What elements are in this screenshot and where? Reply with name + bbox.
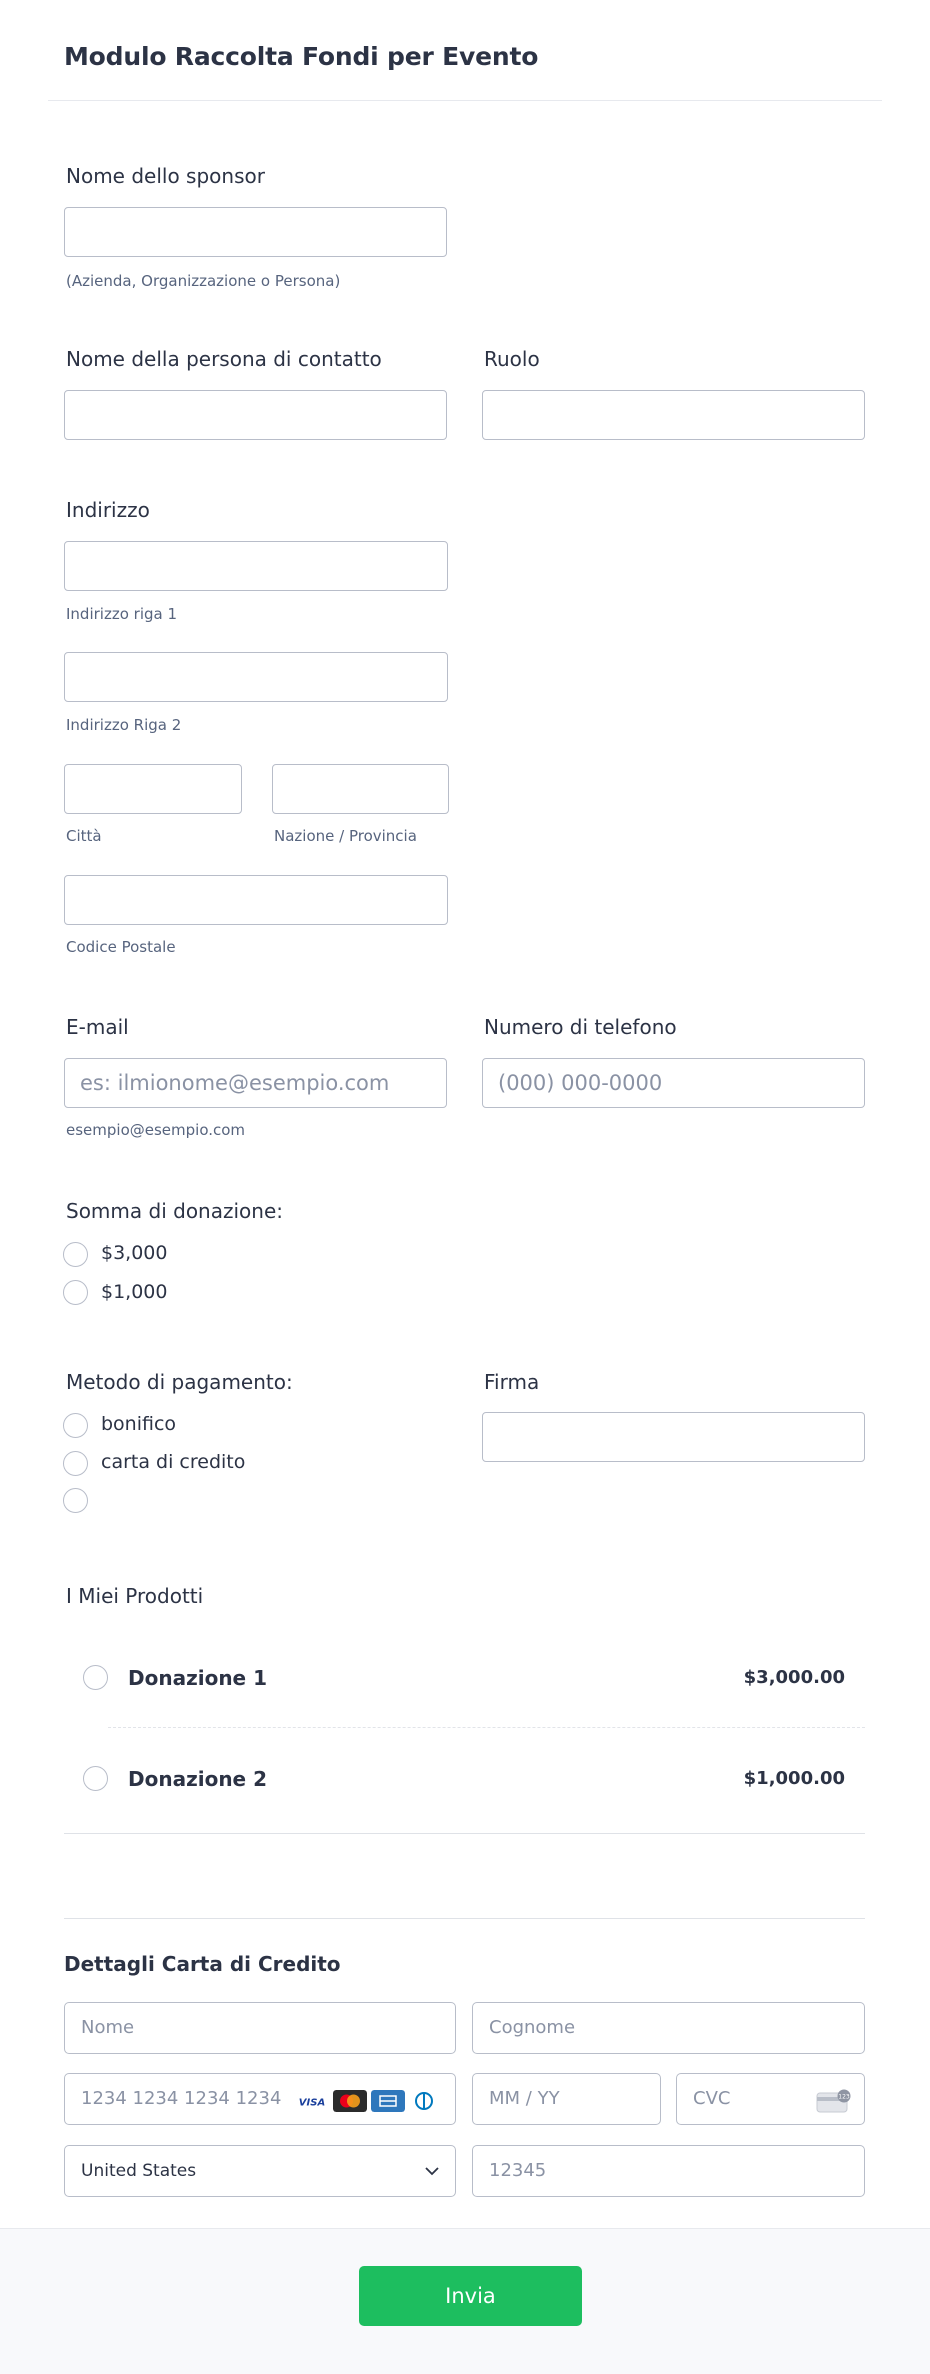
diners-icon: [409, 2090, 439, 2112]
donation-option-label[interactable]: $3,000: [101, 1242, 168, 1264]
address-line2-input[interactable]: [64, 652, 448, 702]
credit-card-divider: [64, 1918, 865, 1919]
cc-card-number-input[interactable]: [64, 2073, 456, 2125]
product-price: $3,000.00: [743, 1667, 845, 1688]
donation-amount-label: Somma di donazione:: [66, 1199, 283, 1223]
products-label: I Miei Prodotti: [66, 1584, 204, 1608]
product-radio[interactable]: [83, 1766, 108, 1791]
cc-country-select[interactable]: [64, 2145, 456, 2197]
payment-option-label[interactable]: carta di credito: [101, 1451, 246, 1473]
product-name: Donazione 1: [128, 1666, 267, 1690]
signature-pad[interactable]: [482, 1412, 865, 1462]
cvc-card-icon: [816, 2089, 852, 2113]
submit-button[interactable]: Invia: [359, 2266, 582, 2326]
email-label: E-mail: [66, 1015, 129, 1039]
amex-icon: [371, 2090, 405, 2112]
payment-option-radio[interactable]: [63, 1488, 88, 1513]
page-title: Modulo Raccolta Fondi per Evento: [64, 42, 539, 71]
payment-option-radio[interactable]: [63, 1413, 88, 1438]
product-name: Donazione 2: [128, 1767, 267, 1791]
cc-expiry-input[interactable]: MM / YY: [472, 2073, 661, 2125]
address-label: Indirizzo: [66, 498, 150, 522]
signature-label: Firma: [484, 1370, 540, 1394]
sponsor-sublabel: (Azienda, Organizzazione o Persona): [66, 272, 341, 290]
phone-input[interactable]: (000) 000-0000: [482, 1058, 865, 1108]
visa-icon: [295, 2090, 329, 2112]
city-sublabel: Città: [66, 827, 102, 845]
cc-card-number-placeholder: 1234 1234 1234 1234: [81, 2088, 282, 2109]
sponsor-label: Nome dello sponsor: [66, 164, 265, 188]
state-sublabel: Nazione / Provincia: [274, 827, 417, 845]
cc-cvc-input[interactable]: [676, 2073, 865, 2125]
address-line1-input[interactable]: [64, 541, 448, 591]
cc-country-value: United States: [81, 2161, 197, 2181]
donation-option-radio[interactable]: [63, 1242, 88, 1267]
svg-text:VISA: VISA: [298, 2097, 326, 2109]
product-radio[interactable]: [83, 1665, 108, 1690]
postal-code-sublabel: Codice Postale: [66, 938, 176, 956]
city-input[interactable]: [64, 764, 242, 814]
address-line1-sublabel: Indirizzo riga 1: [66, 605, 178, 623]
chevron-down-icon: [425, 2166, 439, 2176]
svg-text:123: 123: [838, 2093, 850, 2101]
role-input[interactable]: [482, 390, 865, 440]
donation-option-radio[interactable]: [63, 1280, 88, 1305]
product-price: $1,000.00: [743, 1768, 845, 1789]
payment-option-radio[interactable]: [63, 1451, 88, 1476]
payment-option-label[interactable]: bonifico: [101, 1413, 177, 1435]
state-input[interactable]: [272, 764, 449, 814]
postal-code-input[interactable]: [64, 875, 448, 925]
donation-option-label[interactable]: $1,000: [101, 1281, 168, 1303]
contact-input[interactable]: [64, 390, 447, 440]
email-sublabel: esempio@esempio.com: [66, 1121, 246, 1139]
product-separator: [108, 1727, 865, 1728]
header-divider: [48, 100, 882, 101]
products-bottom-divider: [64, 1833, 865, 1834]
cc-cvc-placeholder: CVC: [693, 2088, 731, 2109]
credit-card-title: Dettagli Carta di Credito: [64, 1952, 341, 1976]
mastercard-icon: [333, 2090, 367, 2112]
sponsor-input[interactable]: [64, 207, 447, 257]
contact-label: Nome della persona di contatto: [66, 347, 382, 371]
cc-first-name-input[interactable]: Nome: [64, 2002, 456, 2054]
address-line2-sublabel: Indirizzo Riga 2: [66, 716, 182, 734]
cc-last-name-input[interactable]: Cognome: [472, 2002, 865, 2054]
role-label: Ruolo: [484, 347, 540, 371]
cc-zip-input[interactable]: 12345: [472, 2145, 865, 2197]
payment-method-label: Metodo di pagamento:: [66, 1370, 293, 1394]
phone-label: Numero di telefono: [484, 1015, 677, 1039]
email-input[interactable]: es: ilmionome@esempio.com: [64, 1058, 447, 1108]
